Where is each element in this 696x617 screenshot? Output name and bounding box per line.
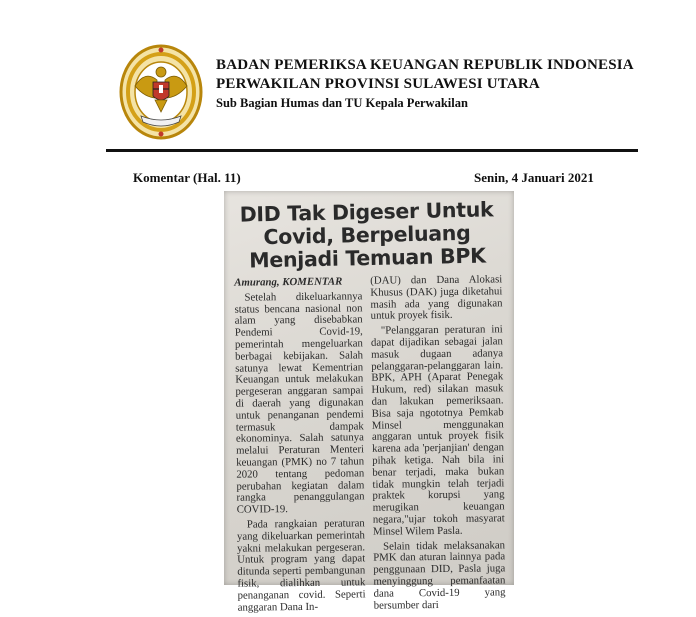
article-paragraph: Pada rangkaian peraturan yang dikeluarkan pemerintah yakni melakukan pergeseran. Untuk program yang dapat ditunda seperti pembangunan fisik, dialihkan untuk penanganan covid. Seperti anggaran Dana In- <box>236 517 366 614</box>
article-paragraph: (DAU) dan Dana Alokasi Khusus (DAK) juga diketahui masih ada yang digunakan untuk proyek fisik. <box>370 273 503 323</box>
article-dateline: Amurang, KOMENTAR <box>234 275 343 289</box>
article-column-right <box>370 274 506 615</box>
article-paragraph: Selain tidak melaksanakan PMK dan aturan lainnya pada penggunaan DID, Pasla juga menyinggung pemanfaatan dana Covid-19 yang bersumber dari <box>373 538 506 612</box>
source-label: Komentar (Hal. 11) <box>133 170 241 185</box>
org-unit: Sub Bagian Humas dan TU Kepala Perwakilan <box>216 96 468 110</box>
letterhead <box>216 56 634 112</box>
article-paragraph: "Pelanggaran peraturan ini dapat dijadikan sebagai jalan masuk dugaan adanya pelanggaran-pelanggaran lain. BPK, APH (Aparat Penegak Hukum, red) silakan masuk dan lakukan pemeriksaan. Bisa saja ngototnya Pemkab Minsel menggunakan anggaran untuk proyek fisik karena ada 'perjanjian' dengan pihak ketiga. Nah bila ini benar terjadi, maka bukan tidak mungkin telah terjadi praktek korupsi yang merugikan keuangan negara,"ujar tokoh masyarat Minsel Wilem Pasla. <box>370 323 505 538</box>
article-headline: DID Tak Digeser Untuk Covid, Berpeluang Menjadi Temuan BPK <box>239 197 494 273</box>
article-paragraph: Setelah dikeluarkannya status bencana nasional non alam yang disebabkan Pendemi Covid-19, pemerintah mengeluarkan berbagai kebijakan. Salah satunya lewat Kementrian Keuangan untuk melakukan pergeseran anggaran sampai di daerah yang digunakan untuk penanganan pendemi termasuk dampak ekonominya. Salah satunya melalui Peraturan Menteri keuangan (PMK) no 7 tahun 2020 tentang pedoman perubahan kegiatan dalam rangka penanggulangan COVID-19. <box>234 290 365 516</box>
header-divider <box>106 149 638 152</box>
org-name: BADAN PEMERIKSA KEUANGAN REPUBLIK INDONESIA <box>216 57 634 73</box>
article-column-left <box>234 276 366 617</box>
garuda-emblem-icon <box>117 40 205 144</box>
org-branch: PERWAKILAN PROVINSI SULAWESI UTARA <box>216 76 540 92</box>
date-label: Senin, 4 Januari 2021 <box>474 170 594 185</box>
newspaper-clipping <box>224 191 514 614</box>
